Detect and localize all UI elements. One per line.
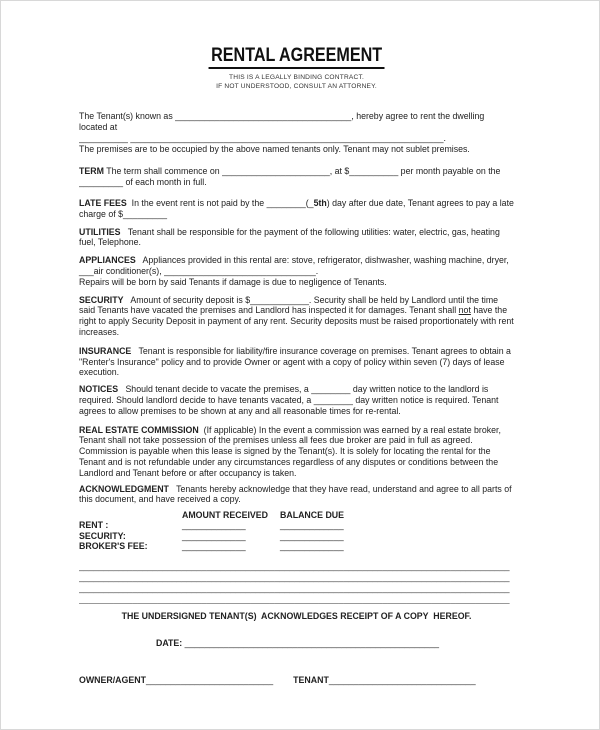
brokers-fee-label: BROKER'S FEE: <box>79 540 148 551</box>
utilities-text: Tenant shall be responsible for the payment of the following utilities: water, electric, gas, heating fuel, Telephone. <box>79 226 503 248</box>
date-row <box>79 638 514 649</box>
tenant-signature-block <box>293 675 475 686</box>
signature-row <box>79 675 514 686</box>
term-line-1 <box>79 166 514 177</box>
intro-text-pre: The Tenant(s) known as <box>79 111 176 122</box>
security-label: SECURITY: <box>79 530 126 541</box>
rent-label: RENT : <box>79 520 109 531</box>
security-section <box>79 294 517 338</box>
undersigned-statement: THE UNDERSIGNED TENANT(S) ACKNOWLEDGES RECEIPT OF A COPY HEREOF. <box>121 611 472 622</box>
late-fees-text-post: ) day after due date, Tenant agrees to pay a late charge of $_________ <box>79 197 517 219</box>
subtitle-line-1: THIS IS A LEGALLY BINDING CONTRACT. <box>229 74 364 81</box>
title-block <box>79 45 514 69</box>
acknowledgment-heading: ACKNOWLEDGMENT <box>79 483 169 494</box>
owner-agent-label: OWNER/AGENT <box>79 675 146 686</box>
table-row-security <box>79 531 514 541</box>
security-text-post: have the right to apply Security Deposit in payment of any rent. Security deposits must be raised proportionately with rent increases. <box>79 305 517 337</box>
term-text-mid: , at $ <box>329 166 350 177</box>
date-label: DATE: <box>156 638 185 649</box>
late-fees-heading: LATE FEES <box>79 197 127 208</box>
table-row-brokers-fee <box>79 541 514 551</box>
term-section <box>79 166 514 188</box>
commission-section <box>79 425 514 479</box>
intro-text-post: , hereby agree to rent the dwelling <box>351 111 485 122</box>
commission-heading: REAL ESTATE COMMISSION <box>79 424 199 435</box>
commission-text: (If applicable) In the event a commission was earned by a real estate broker, Tenant shall not take possession of the premises unless all fees due broker are paid in full as agreed. Commission is payable when this lease is signed by the Tenant(s). It is solely for locating the rental for the Tenant and is not refundable under any circumstances regardless of any disputes or conditions between the Landlord and Tenant before or after occupancy is taken. <box>79 424 504 478</box>
payment-table-header-spacer <box>79 510 182 520</box>
subtitle-line-2: IF NOT UNDERSTOOD, CONSULT AN ATTORNEY. <box>216 82 377 90</box>
term-day-blank: _________ <box>79 177 124 188</box>
security-not-word: not <box>458 305 471 316</box>
utilities-section <box>79 227 514 249</box>
page-title: RENTAL AGREEMENT <box>208 45 384 69</box>
utilities-heading: UTILITIES <box>79 226 121 237</box>
term-text-post: per month payable on the <box>398 166 501 177</box>
term-line-2 <box>79 177 514 188</box>
intro-section <box>79 111 514 154</box>
tenant-signature-blank: ______________________________ <box>328 675 476 686</box>
ruled-line-1: ________________________________________________________________________________________ <box>79 561 510 572</box>
address-blank: __________ ________________________________________________________________. <box>79 132 446 143</box>
appliances-repairs-line: Repairs will be born by said Tenants if damage is due to negligence of Tenants. <box>79 276 387 287</box>
rent-amount-blank: _____________ <box>182 520 246 531</box>
acknowledgment-section <box>79 484 514 506</box>
document-content <box>79 1 517 686</box>
late-fees-day: 5th <box>313 197 327 208</box>
premises-sentence: The premises are to be occupied by the above named tenants only. Tenant may not sublet premises. <box>79 143 470 154</box>
security-balance-blank: _____________ <box>280 530 344 541</box>
ruled-line-3: ________________________________________________________________________________________ <box>79 582 510 593</box>
insurance-text: Tenant is responsible for liability/fire insurance coverage on premises. Tenant agrees to obtain a "Renter's Insurance" policy and to provide Owner or agent with a copy of policy within seven (7) days of lease execution. <box>79 345 514 378</box>
table-row-rent <box>79 520 514 530</box>
brokers-fee-balance-blank: _____________ <box>280 540 344 551</box>
balance-due-header: BALANCE DUE <box>280 510 345 521</box>
term-line-2-text: of each month in full. <box>123 177 207 188</box>
term-heading: TERM <box>79 166 104 177</box>
appliances-text: Appliances provided in this rental are: stove, refrigerator, dishwasher, washing machine, dryer, ___air conditioner(s), _______________________________. <box>79 255 512 276</box>
appliances-paragraph <box>79 255 514 277</box>
ruled-lines <box>79 561 514 604</box>
payment-table <box>79 510 514 551</box>
late-fees-text-pre: In the event rent is not paid by the ________(_ <box>126 197 314 208</box>
ruled-line-2: ________________________________________________________________________________________ <box>79 572 510 583</box>
notices-text: Should tenant decide to vacate the premises, a ________ day written notice to the landlord is required. Should landlord decide to have tenants vacated, a ________ day written notice is required. Tenant agrees to allow premises to be shown at any and all reasonable times for re-rental. <box>79 384 501 416</box>
insurance-heading: INSURANCE <box>79 345 132 356</box>
owner-signature-blank: __________________________ <box>145 675 274 686</box>
tenant-name-blank: ____________________________________ <box>175 111 352 122</box>
term-date-blank: ______________________ <box>222 166 330 177</box>
tenant-label: TENANT <box>293 675 329 686</box>
amount-received-header: AMOUNT RECEIVED <box>182 510 269 521</box>
appliances-section <box>79 255 514 287</box>
brokers-fee-amount-blank: _____________ <box>182 540 246 551</box>
term-rent-blank: __________ <box>349 166 399 177</box>
date-blank: ____________________________________________________ <box>184 638 440 649</box>
acknowledgment-text: Tenants hereby acknowledge that they have read, understand and agree to all parts of this document, and have received a copy. <box>79 483 515 505</box>
intro-line-1 <box>79 111 514 122</box>
notices-section <box>79 384 514 416</box>
late-fees-section <box>79 197 517 220</box>
ruled-line-4: ________________________________________________________________________________________ <box>79 593 510 604</box>
notices-heading: NOTICES <box>79 384 119 395</box>
owner-signature-block <box>79 675 273 686</box>
payment-table-header-row <box>79 510 514 520</box>
appliances-heading: APPLIANCES <box>79 255 136 266</box>
term-text-pre: The term shall commence on <box>103 166 223 177</box>
rent-balance-blank: _____________ <box>280 520 344 531</box>
intro-line-2: located at <box>79 121 118 132</box>
security-amount-blank: _____________ <box>182 530 246 541</box>
security-heading: SECURITY <box>79 294 124 305</box>
security-text-pre: Amount of security deposit is $____________. Security shall be held by Landlord until the time said Tenants have vacated the premises and Landlord has inspected it for damages. Tenant shall <box>79 294 501 316</box>
insurance-section <box>79 346 514 378</box>
